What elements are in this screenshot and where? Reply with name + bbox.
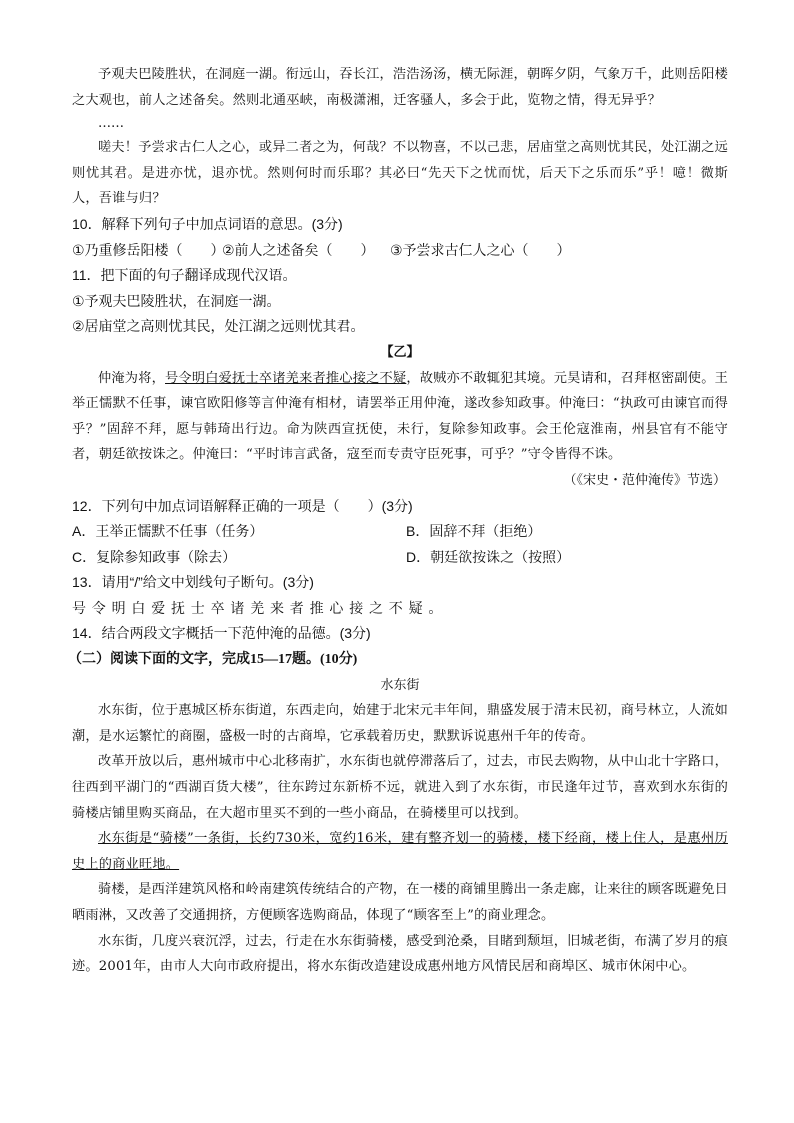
- passage-b-text-before: 仲淹为将，: [98, 370, 166, 386]
- question-10-item-1: ①乃重修岳阳楼（ ）: [72, 241, 225, 258]
- question-11-item-2: ②居庙堂之高则忧其民，处江湖之远则忧其君。: [72, 318, 365, 335]
- question-12-option-a: A．王举正懦默不任事（任务）: [72, 523, 264, 540]
- question-12-option-b: B．固辞不拜（拒绝）: [406, 523, 542, 540]
- underlined-sentence: 号令明白爱抚士卒诸羌来者推心接之不疑: [165, 370, 407, 386]
- article-paragraph-3: 水东街是“骑楼”一条街，长约730米，宽约16米，建有整齐划一的骑楼，楼下经商，楼上住人，是惠州历史上的商业旺地。: [72, 831, 728, 872]
- article-title: 水东街: [380, 677, 420, 693]
- question-10-item-3: ③予尝求古仁人之心（ ）: [390, 241, 571, 258]
- passage-a-paragraph-1: 予观夫巴陵胜状，在洞庭一湖。衔远山，吞长江，浩浩汤汤，横无际涯，朝晖夕阴，气象万千，此则岳阳楼之大观也，前人之述备矣。然则北通巫峡，南极潇湘，迁客骚人，多会于此，览物之情，得无异乎？: [72, 67, 728, 108]
- article-paragraph-1: 水东街，位于惠城区桥东街道，东西走向，始建于北宋元丰年间，鼎盛发展于清末民初，商号林立，人流如潮，是水运繁忙的商圈，盛极一时的古商埠，它承载着历史，默默诉说惠州千年的传奇。: [72, 703, 728, 744]
- question-14-stem: 14．结合两段文字概括一下范仲淹的品德。(3分): [72, 625, 371, 642]
- passage-b-paragraph: [72, 366, 728, 468]
- passage-b-text-after: ，故贼亦不敢辄犯其境。元昊请和，召拜枢密副使。王举正懦默不任事，谏官欧阳修等言仲淹有相材，请罢举正用仲淹，遂改参知政事。仲淹曰：“执政可由谏官而得乎？”固辞不拜，愿与韩琦出行边。命为陕西宣抚使，未行，复除参知政事。会王伦寇淮南，州县官有不能守者，朝廷欲按诛之。仲淹曰：“平时讳言武备，寇至而专责守臣死事，可乎？”守令皆得不诛。: [72, 370, 728, 463]
- article-paragraph-2: 改革开放以后，惠州城市中心北移南扩，水东街也就停滞落后了，过去，市民去购物，从中山北十字路口，往西到平湖门的“西湖百货大楼”，往东跨过东新桥不远，就进入到了水东街，市民逢年过节，喜欢到水东街的骑楼店铺里购买商品，在大超市里买不到的一些小商品，在骑楼里可以找到。: [72, 754, 728, 821]
- question-11-item-1: ①予观夫巴陵胜状，在洞庭一湖。: [72, 292, 281, 309]
- exam-page: [68, 62, 728, 980]
- article-paragraph-5: 水东街，几度兴衰沉浮，过去，行走在水东街骑楼，感受到沧桑，目睹到颓垣，旧城老街，布满了岁月的痕迹。2001年，由市人大向市政府提出，将水东街改造建设成惠州地方风情民居和商埠区、城市休闲中心。: [72, 933, 728, 975]
- ellipsis: ……: [98, 116, 124, 132]
- question-12-stem: 12．下列句中加点词语解释正确的一项是（ ）(3分): [72, 497, 413, 514]
- question-13-stem: 13．请用“/”给文中划线句子断句。(3分): [72, 574, 314, 591]
- passage-b-heading: 【乙】: [380, 344, 420, 360]
- passage-a-paragraph-2: 嗟夫！予尝求古仁人之心，或异二者之为，何哉？不以物喜，不以己悲，居庙堂之高则忧其民，处江湖之远则忧其君。是进亦忧，退亦忧。然则何时而乐耶？其必曰“先天下之忧而忧，后天下之乐而乐”乎！噫！微斯人，吾谁与归？: [72, 140, 728, 207]
- question-12-option-d: D．朝廷欲按诛之（按照）: [406, 548, 571, 565]
- question-10-item-2: ②前人之述备矣（ ）: [222, 241, 375, 258]
- question-12-options: [72, 519, 728, 570]
- passage-b-source: （《宋史・范仲淹传》节选）: [563, 472, 726, 488]
- question-10-stem: 10．解释下列句子中加点词语的意思。(3分): [72, 215, 343, 232]
- question-13-sentence: 号令明白爱抚士卒诸羌来者推心接之不疑。: [72, 599, 449, 616]
- article-paragraph-4: 骑楼，是西洋建筑风格和岭南建筑传统结合的产物，在一楼的商铺里腾出一条走廊，让来往的顾客既避免日晒雨淋，又改善了交通拥挤，方便顾客选购商品，体现了“顾客至上”的商业理念。: [72, 882, 728, 923]
- question-11-stem: 11．把下面的句子翻译成现代汉语。: [72, 267, 297, 284]
- section-2-heading: （二）阅读下面的文字，完成15—17题。(10分): [68, 652, 358, 668]
- question-10-items: [72, 238, 728, 264]
- question-12-option-c: C．复除参知政事（除去）: [72, 548, 237, 565]
